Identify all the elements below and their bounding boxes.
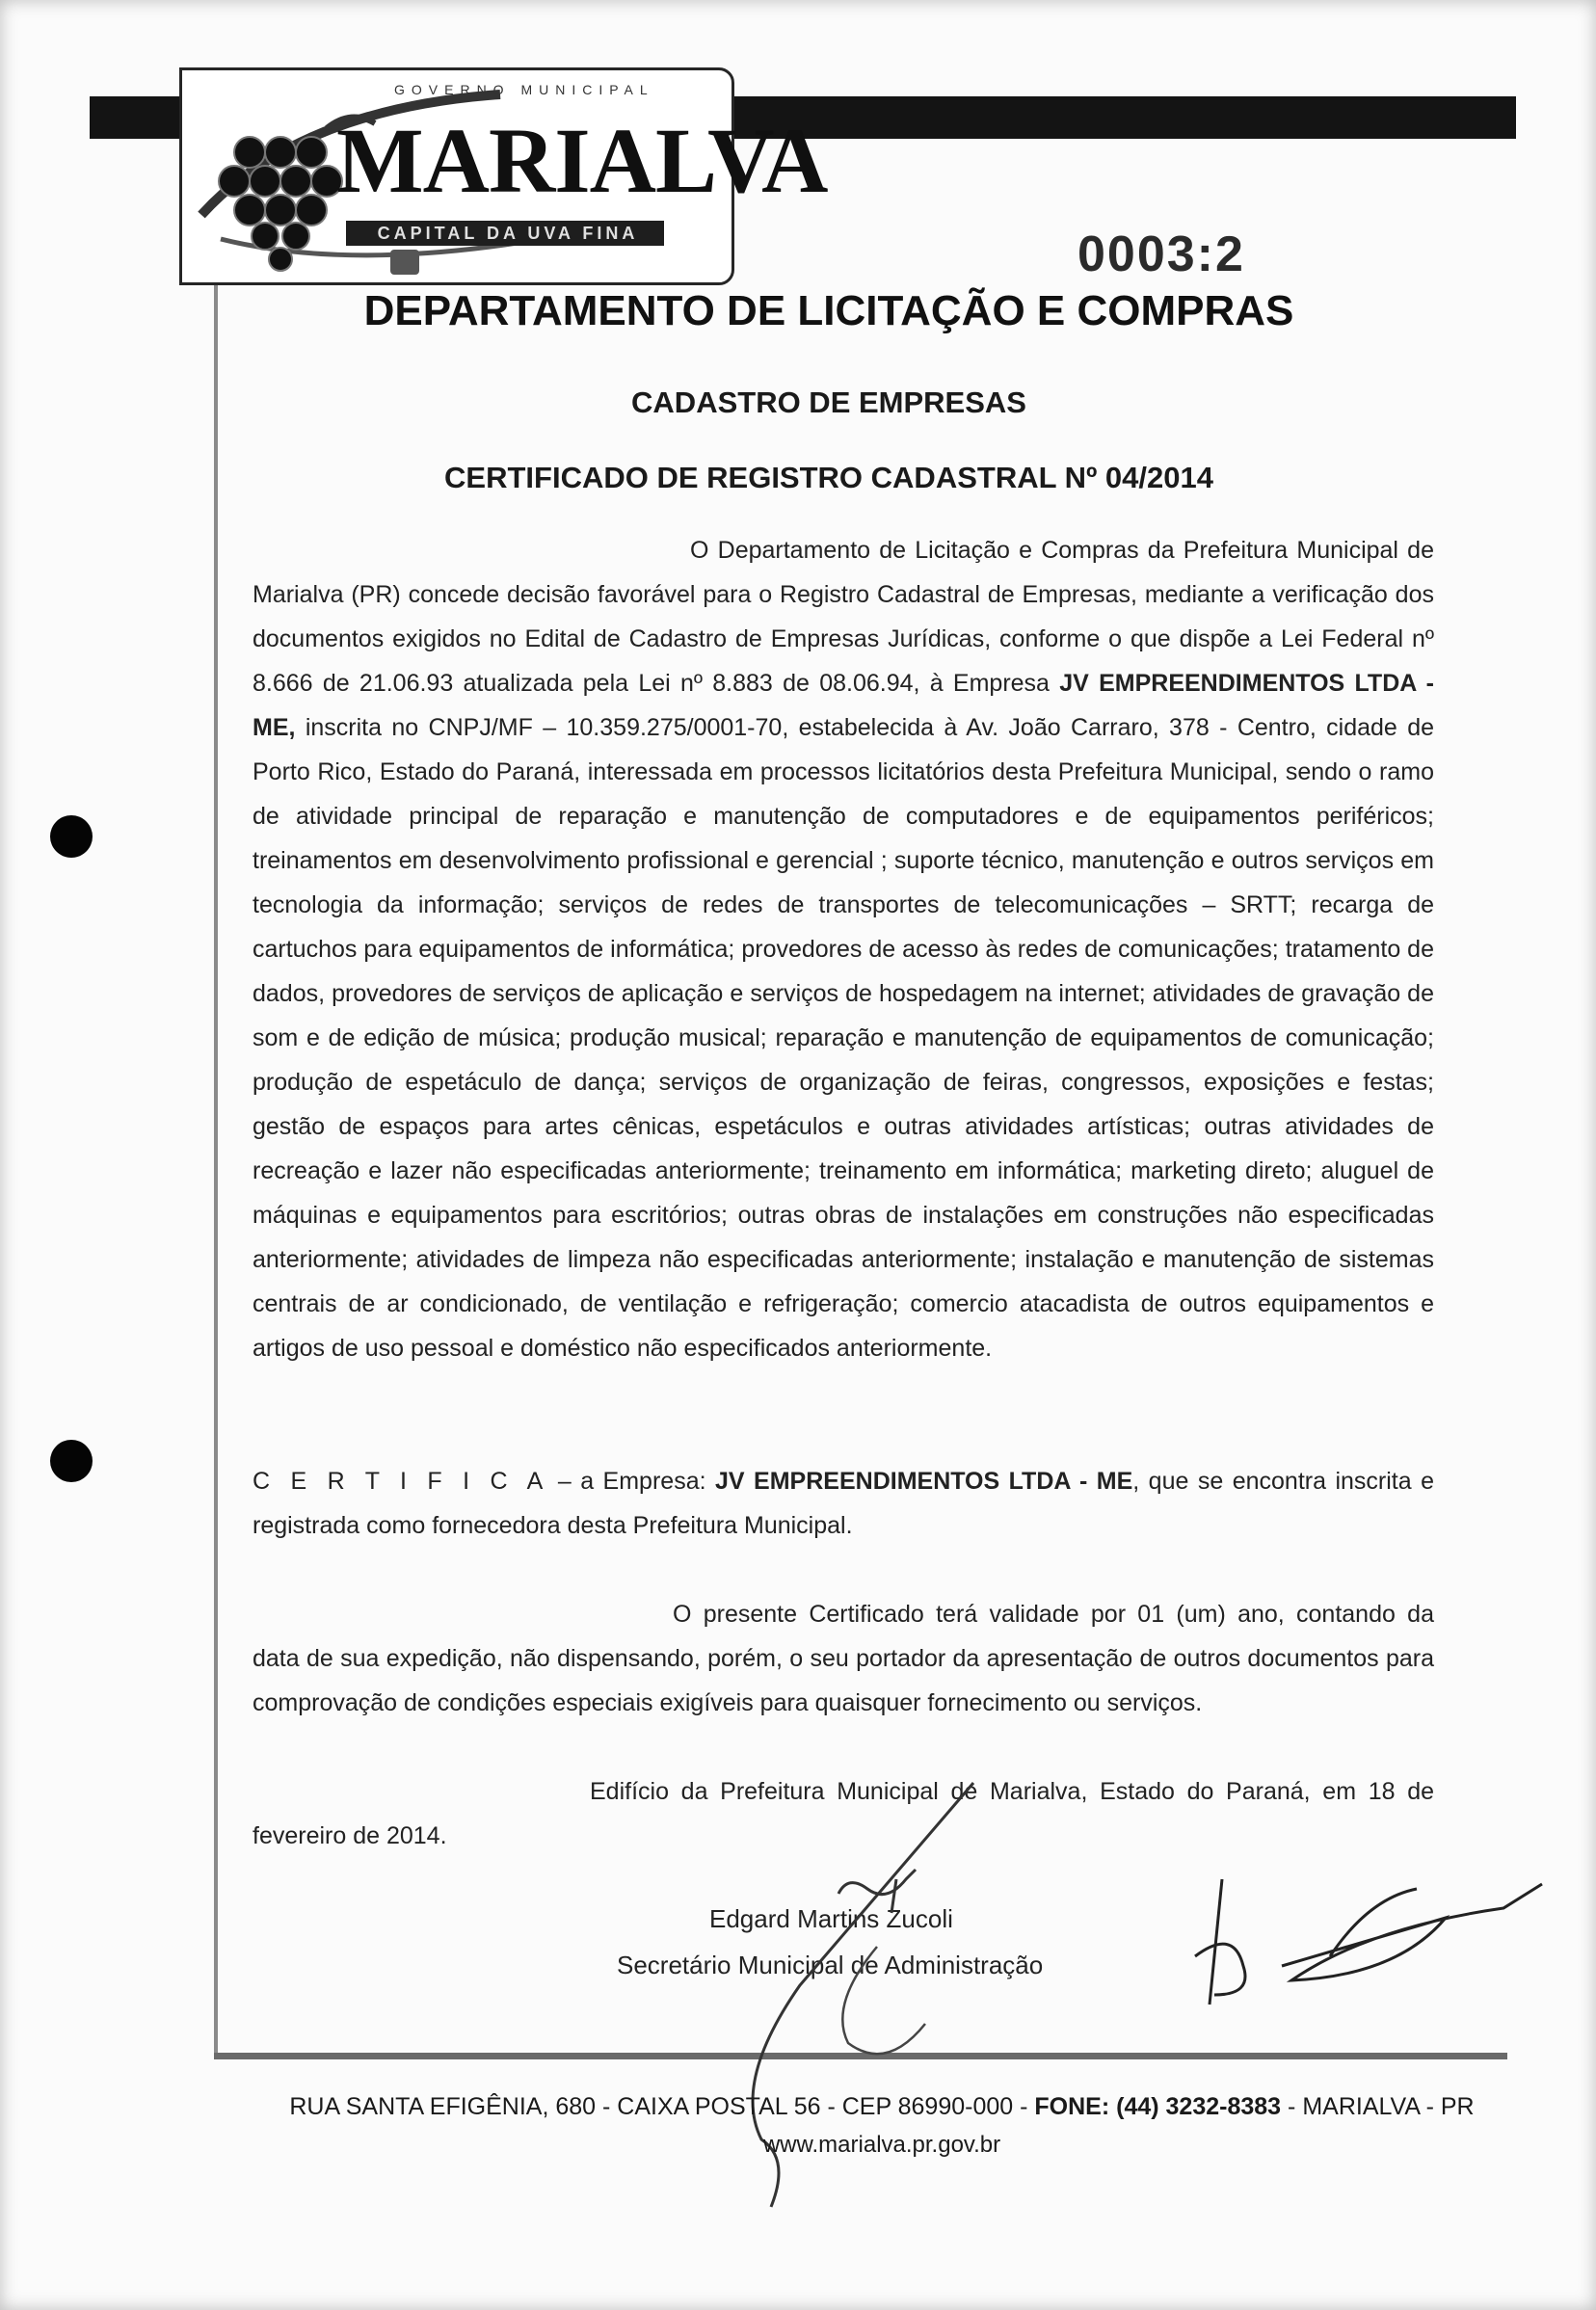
handwritten-page-number: 0003:2 — [1077, 226, 1245, 282]
logo-top-text: GOVERNO MUNICIPAL — [394, 82, 654, 97]
paragraph-decision — [253, 528, 1434, 1370]
certifies-text-b: , que se encontra inscrita e registrada como fornecedora desta Prefeitura Municipal. — [253, 1468, 1435, 1539]
company-name: JV EMPREENDIMENTOS LTDA - ME, — [253, 670, 1434, 741]
logo-wordmark: MARIALVA — [336, 109, 828, 212]
signatory-name: Edgard Martins Zucoli — [709, 1904, 953, 1933]
punch-hole — [50, 1440, 93, 1482]
paragraph-validity: O presente Certificado terá validade por 01 (um) ano, contando da data de sua expedição, não dispensando, porém, o seu portador da apresentação de outros documentos para comprovação de condições especiais exigíveis para quaisquer fornecimento ou serviços. — [253, 1601, 1434, 1716]
decision-text-a: O Departamento de Licitação e Compras da Prefeitura Municipal de Marialva (PR) concede decisão favorável para o Registro Cadastral de Empresas, mediante a verificação dos documentos exigidos no Edital de Cadastro de Empresas Jurídicas, conforme o que dispõe a Lei Federal nº 8.666 de 21.06.93 atualizada pela Lei nº 8.883 de 08.06.94, à Empresa — [253, 537, 1434, 697]
footer-address: RUA SANTA EFIGÊNIA, 680 - CAIXA POSTAL 56 - CEP 86990-000 - — [289, 2093, 1028, 2120]
company-name-repeat: JV EMPREENDIMENTOS LTDA - ME — [715, 1468, 1133, 1495]
section-title: CADASTRO DE EMPRESAS — [631, 385, 1026, 419]
certifies-text-a: – a Empresa: — [557, 1468, 706, 1495]
left-margin-rule — [214, 279, 218, 2053]
certificate-title: CERTIFICADO DE REGISTRO CADASTRAL Nº 04/2014 — [444, 461, 1213, 494]
punch-hole — [50, 815, 93, 858]
footer-city: - MARIALVA - PR — [1288, 2093, 1475, 2120]
signatory-role: Secretário Municipal de Administração — [617, 1951, 1044, 1979]
footer-phone: FONE: (44) 3232-8383 — [1034, 2093, 1282, 2120]
footer-address-line — [231, 2093, 1532, 2121]
footer-rule — [214, 2053, 1507, 2059]
certifica-label: C E R T I F I C A — [253, 1468, 549, 1495]
department-title: DEPARTAMENTO DE LICITAÇÃO E COMPRAS — [363, 287, 1294, 334]
municipal-logo — [179, 67, 828, 285]
paragraph-certifies — [253, 1459, 1434, 1548]
logo-tagline: CAPITAL DA UVA FINA — [377, 224, 639, 243]
footer-website: www.marialva.pr.gov.br — [762, 2132, 1001, 2158]
paragraph-place-date: Edifício da Prefeitura Municipal de Marialva, Estado do Paraná, em 18 de fevereiro de 2014. — [253, 1778, 1434, 1849]
decision-text-b: inscrita no CNPJ/MF – 10.359.275/0001-70, estabelecida à Av. João Carraro, 378 - Centro, cidade de Porto Rico, Estado do Paraná, interessada em processos licitatórios desta Prefeitura Municipal, sendo o ramo de atividade principal de reparação e manutenção de computadores e de equipamentos periféricos; treinamentos em desenvolvimento profissional e gerencial ; suporte técnico, manutenção e outros serviços em tecnologia da informação; serviços de redes de transportes de telecomunicações – SRTT; recarga de cartuchos para equipamentos de informática; provedores de acesso às redes de comunicações; tratamento de dados, provedores de serviços de aplicação e serviços de hospedagem na internet; atividades de gravação de som e de edição de música; produção musical; reparação e manutenção de equipamentos de comunicação; produção de espetáculo de dança; serviços de organização de feiras, congressos, exposições e festas; gestão de espaços para artes cênicas, espetáculos e outras atividades artísticas; outras atividades de recreação e lazer não especificadas anteriormente; treinamento em informática; marketing direto; aluguel de máquinas e equipamentos para escritórios; outras obras de instalações em construções não especificadas anteriormente; atividades de limpeza não especificadas anteriormente; instalação e manutenção de sistemas centrais de ar condicionado, de ventilação e refrigeração; comercio atacadista de outros equipamentos e artigos de uso pessoal e doméstico não especificados anteriormente. — [253, 714, 1435, 1362]
